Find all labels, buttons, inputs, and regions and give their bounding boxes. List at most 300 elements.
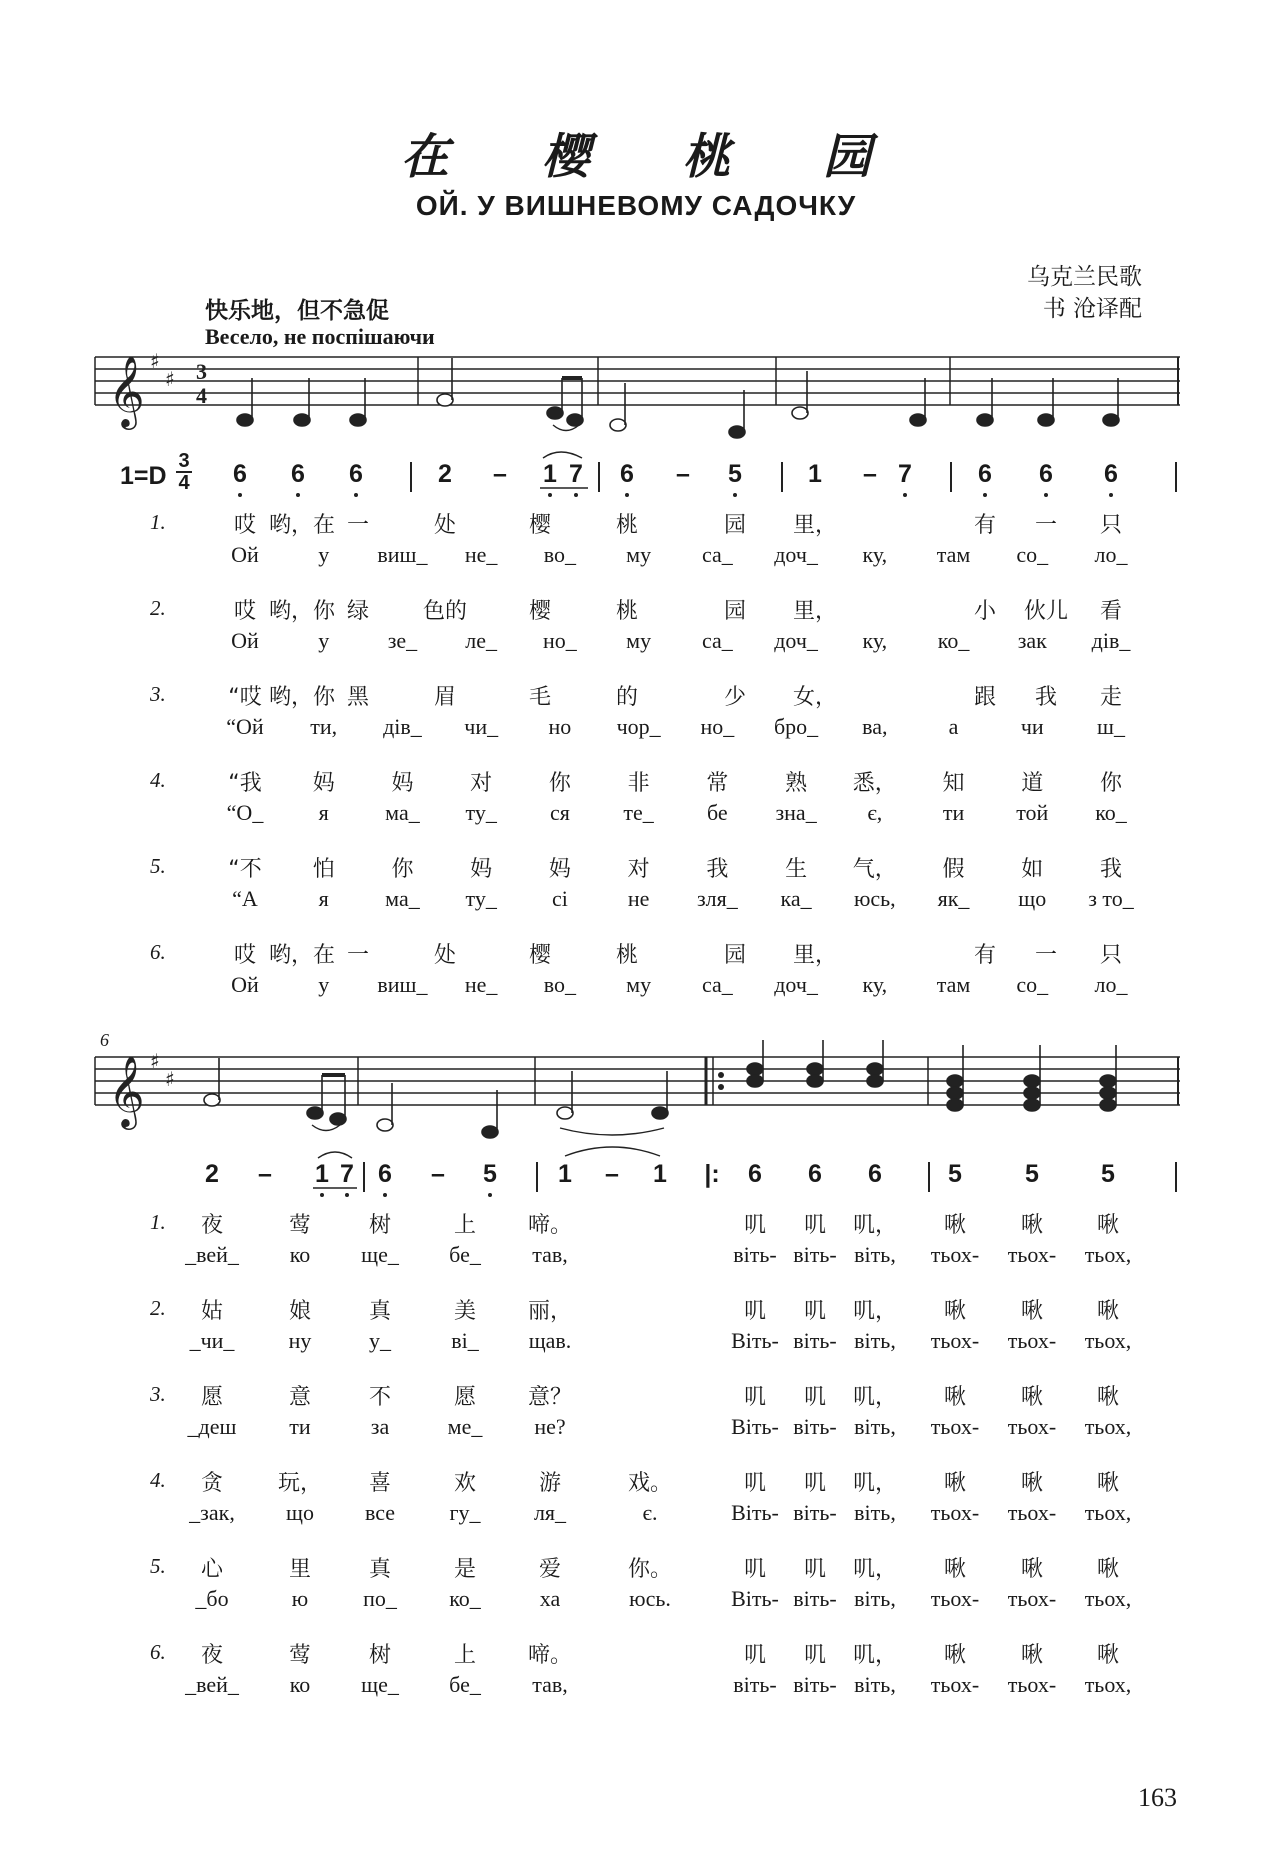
- verse-number: 2.: [150, 1296, 166, 1320]
- repeat-sign: |:: [704, 1160, 720, 1188]
- lyric-syllable: віть,: [854, 1586, 896, 1611]
- bar-line: [781, 462, 783, 492]
- lyric-syllable: 樱: [528, 513, 552, 538]
- lyric-syllable: 园: [723, 513, 747, 538]
- lyric-syllable: що: [1018, 886, 1047, 911]
- lyrics-ru-verse-5: [0, 886, 1272, 916]
- lyric-syllable: “哎: [228, 685, 262, 710]
- lyric-syllable: 处: [433, 943, 457, 968]
- lyric-syllable: ха: [539, 1586, 561, 1611]
- lyric-syllable: що: [286, 1500, 314, 1525]
- lyrics-ru-verse-6: [0, 972, 1272, 1002]
- lyric-syllable: зак: [1017, 628, 1047, 653]
- lyric-syllable: 哟，在: [268, 943, 336, 968]
- jianpu-note: 7: [898, 460, 912, 488]
- jianpu-note: 6: [349, 460, 363, 488]
- lyric-syllable: сі: [551, 886, 568, 911]
- lyric-syllable: бе_: [449, 1242, 481, 1267]
- lyric-syllable: як_: [937, 886, 970, 911]
- lyric-syllable: доч_: [774, 542, 818, 567]
- lyric-syllable: 啼。: [527, 1213, 573, 1238]
- lyric-syllable: 熟: [785, 771, 808, 796]
- lyric-syllable: 爱: [538, 1557, 562, 1582]
- lyric-syllable: 哎: [233, 943, 257, 968]
- lyric-syllable: з то_: [1088, 886, 1134, 911]
- lyric-syllable: бе: [707, 800, 728, 825]
- lyrics-cn-verse-3: [0, 1380, 1272, 1410]
- lyric-syllable: тьох,: [1084, 1242, 1132, 1267]
- lyric-syllable: 啾: [1096, 1643, 1120, 1668]
- lyric-syllable: 啾: [1020, 1643, 1044, 1668]
- svg-text:4: 4: [196, 383, 207, 408]
- lyric-syllable: 啾: [943, 1299, 967, 1324]
- lyrics-cn-verse-5: [0, 1552, 1272, 1582]
- jianpu-note: 6: [1039, 460, 1053, 488]
- jianpu-note: 5: [1101, 1160, 1115, 1188]
- lyric-syllable: 桃: [615, 513, 639, 538]
- lyric-syllable: тьох-: [930, 1328, 980, 1353]
- staff-1-timesig: [196, 359, 207, 408]
- jianpu-note: –: [863, 460, 877, 488]
- lyric-syllable: 处: [433, 513, 457, 538]
- svg-text:3: 3: [196, 359, 207, 384]
- lyric-syllable: 伙儿: [1023, 599, 1069, 624]
- lyric-syllable: щав.: [528, 1328, 572, 1353]
- lyric-syllable: 一: [1034, 513, 1058, 538]
- lyric-syllable: 叽: [743, 1557, 767, 1582]
- lyric-syllable: 如: [1021, 857, 1044, 882]
- lyric-syllable: 里，: [792, 513, 838, 538]
- lyric-syllable: 叽: [803, 1299, 827, 1324]
- lyric-syllable: са_: [701, 628, 733, 653]
- lyric-syllable: со_: [1016, 972, 1049, 997]
- lyric-syllable: ш_: [1097, 714, 1125, 739]
- lyric-syllable: 色的: [422, 599, 468, 624]
- jianpu-note: 6: [620, 460, 634, 488]
- lyric-syllable: 啾: [1020, 1385, 1044, 1410]
- lyric-syllable: ко: [289, 1672, 311, 1697]
- verse-number: 6.: [150, 1640, 166, 1664]
- lyric-syllable: 樱: [528, 599, 552, 624]
- lyric-syllable: 你: [548, 771, 571, 796]
- jianpu-note: –: [258, 1160, 272, 1188]
- lyric-syllable: 对: [470, 771, 493, 796]
- lyric-syllable: Ой: [231, 972, 259, 997]
- lyric-syllable: є,: [867, 800, 883, 825]
- lyric-syllable: ся: [549, 800, 570, 825]
- lyric-syllable: 啾: [943, 1643, 967, 1668]
- staff-1-clef: [108, 354, 145, 430]
- lyric-syllable: я: [318, 800, 329, 825]
- lyric-syllable: _деш: [187, 1414, 237, 1439]
- lyric-syllable: віть-: [733, 1672, 777, 1697]
- jianpu-note: 2: [205, 1160, 219, 1188]
- lyric-syllable: 叽: [803, 1557, 827, 1582]
- jianpu-note: 5: [948, 1160, 962, 1188]
- lyric-syllable: 桃: [615, 599, 639, 624]
- lyric-syllable: 叽，: [852, 1385, 898, 1410]
- lyrics-ru-verse-2: [0, 1328, 1272, 1358]
- lyrics-cn-verse-5: [0, 852, 1272, 882]
- lyric-syllable: 哟，你: [268, 685, 336, 710]
- lyric-syllable: 啾: [1096, 1385, 1120, 1410]
- lyric-syllable: ко_: [937, 628, 970, 653]
- jianpu-note: 1: [315, 1160, 329, 1188]
- jianpu-note: 6: [978, 460, 992, 488]
- lyric-syllable: бе_: [449, 1672, 481, 1697]
- lyric-syllable: ще_: [361, 1242, 399, 1267]
- lyric-syllable: віть-: [793, 1242, 837, 1267]
- lyric-syllable: 不: [368, 1385, 392, 1410]
- lyrics-cn-verse-4: [0, 1466, 1272, 1496]
- lyric-syllable: 真: [368, 1299, 392, 1324]
- lyric-syllable: 里，: [792, 943, 838, 968]
- time-sig-bottom: 4: [178, 472, 190, 494]
- lyric-syllable: 夜: [200, 1213, 224, 1238]
- lyric-syllable: 园: [723, 943, 747, 968]
- lyric-syllable: ле_: [465, 628, 498, 653]
- lyric-syllable: ло_: [1094, 972, 1128, 997]
- lyric-syllable: 叽，: [852, 1643, 898, 1668]
- lyric-syllable: не_: [464, 972, 498, 997]
- lyric-syllable: тьох-: [1007, 1242, 1057, 1267]
- lyric-syllable: чор_: [616, 714, 661, 739]
- lyric-syllable: 欢: [453, 1471, 477, 1496]
- lyric-syllable: но: [548, 714, 572, 739]
- lyric-syllable: віть,: [854, 1328, 896, 1353]
- jianpu-note: 6: [233, 460, 247, 488]
- lyric-syllable: я: [318, 886, 329, 911]
- lyric-syllable: 一: [346, 513, 370, 538]
- lyric-syllable: му: [626, 972, 652, 997]
- lyrics-cn-verse-6: [0, 938, 1272, 968]
- lyric-syllable: 小: [973, 599, 997, 624]
- lyrics-ru-verse-4: [0, 1500, 1272, 1530]
- jianpu-note: 1: [808, 460, 822, 488]
- jianpu-note: –: [493, 460, 507, 488]
- lyric-syllable: 假: [942, 857, 965, 882]
- lyric-syllable: 叽: [803, 1213, 827, 1238]
- lyrics-cn-verse-2: [0, 594, 1272, 624]
- jianpu-line-1: [0, 460, 1272, 500]
- verse-number: 2.: [150, 596, 166, 620]
- lyric-syllable: дів_: [1091, 628, 1131, 653]
- verse-number: 4.: [150, 768, 166, 792]
- lyrics-ru-verse-3: [0, 1414, 1272, 1444]
- lyric-syllable: 只: [1099, 513, 1123, 538]
- lyric-syllable: “我: [228, 771, 262, 796]
- lyric-syllable: 哟，你: [268, 599, 336, 624]
- lyric-syllable: віть,: [854, 1242, 896, 1267]
- lyric-syllable: 妈: [312, 771, 335, 796]
- lyric-syllable: ту_: [465, 800, 497, 825]
- tempo-cn: 快乐地，但不急促: [205, 298, 389, 324]
- jianpu-note: 6: [378, 1160, 392, 1188]
- lyric-syllable: 啼。: [527, 1643, 573, 1668]
- staff-2: [95, 1057, 1180, 1105]
- lyric-syllable: 叽，: [852, 1557, 898, 1582]
- lyric-syllable: тьох,: [1084, 1414, 1132, 1439]
- jianpu-note: 6: [868, 1160, 882, 1188]
- jianpu-note: 5: [1025, 1160, 1039, 1188]
- lyric-syllable: 有: [973, 513, 997, 538]
- jianpu-note: –: [605, 1160, 619, 1188]
- lyric-syllable: 真: [368, 1557, 392, 1582]
- lyric-syllable: 莺: [288, 1643, 312, 1668]
- verse-number: 1.: [150, 1210, 166, 1234]
- lyric-syllable: му: [626, 542, 652, 567]
- lyric-syllable: _бо: [195, 1586, 229, 1611]
- lyric-syllable: ти: [289, 1414, 311, 1439]
- lyric-syllable: чи: [1020, 714, 1044, 739]
- lyric-syllable: Віть-: [731, 1328, 779, 1353]
- lyric-syllable: виш_: [377, 542, 428, 567]
- lyric-syllable: тьох-: [930, 1242, 980, 1267]
- lyric-syllable: 叽: [743, 1299, 767, 1324]
- lyric-syllable: виш_: [377, 972, 428, 997]
- lyric-syllable: ві_: [451, 1328, 479, 1353]
- lyrics-cn-verse-1: [0, 1208, 1272, 1238]
- lyric-syllable: 啾: [1020, 1471, 1044, 1496]
- lyric-syllable: віть,: [854, 1500, 896, 1525]
- lyric-syllable: доч_: [774, 972, 818, 997]
- lyric-syllable: 叽，: [852, 1299, 898, 1324]
- lyrics-ru-verse-6: [0, 1672, 1272, 1702]
- lyric-syllable: гу_: [449, 1500, 481, 1525]
- lyric-syllable: по_: [363, 1586, 397, 1611]
- lyric-syllable: 一: [346, 943, 370, 968]
- lyric-syllable: _вей_: [185, 1242, 239, 1267]
- lyric-syllable: 生: [785, 857, 808, 882]
- lyric-syllable: зе_: [387, 628, 418, 653]
- lyric-syllable: 叽: [743, 1643, 767, 1668]
- lyric-syllable: ти: [942, 800, 965, 825]
- lyric-syllable: _вей_: [185, 1672, 239, 1697]
- lyric-syllable: 叽: [803, 1643, 827, 1668]
- jianpu-note: 7: [569, 460, 583, 488]
- treble-clef-icon: 𝄞: [108, 354, 145, 427]
- lyric-syllable: 夜: [200, 1643, 224, 1668]
- lyric-syllable: 里: [288, 1557, 312, 1582]
- lyric-syllable: 毛: [528, 685, 552, 710]
- lyric-syllable: 里，: [792, 599, 838, 624]
- lyrics-cn-verse-1: [0, 508, 1272, 538]
- lyric-syllable: юсь,: [853, 886, 896, 911]
- lyric-syllable: 啾: [1020, 1557, 1044, 1582]
- page-number: 163: [1138, 1783, 1177, 1812]
- lyric-syllable: 哎: [233, 599, 257, 624]
- lyric-syllable: все: [364, 1500, 396, 1525]
- lyric-syllable: ку,: [862, 628, 888, 653]
- lyric-syllable: ва,: [862, 714, 888, 739]
- lyric-syllable: “О_: [226, 800, 264, 825]
- lyric-syllable: 哟，在: [268, 513, 336, 538]
- svg-text:♯: ♯: [150, 1049, 160, 1073]
- lyric-syllable: во_: [543, 542, 577, 567]
- lyric-syllable: юсь.: [629, 1586, 671, 1611]
- lyric-syllable: 贪: [200, 1471, 224, 1496]
- bar-line: [410, 462, 412, 492]
- lyric-syllable: Ой: [231, 542, 259, 567]
- lyric-syllable: но_: [543, 628, 577, 653]
- jianpu-note: 1: [653, 1160, 667, 1188]
- lyric-syllable: 有: [973, 943, 997, 968]
- jianpu-note: 6: [808, 1160, 822, 1188]
- lyric-syllable: ту_: [465, 886, 497, 911]
- lyric-syllable: 叽: [803, 1385, 827, 1410]
- lyric-syllable: 你: [1099, 771, 1123, 796]
- staff-2-notes: [204, 1040, 1116, 1138]
- lyric-syllable: 啾: [1020, 1299, 1044, 1324]
- lyric-syllable: 非: [627, 771, 650, 796]
- lyric-syllable: 叽: [743, 1385, 767, 1410]
- lyric-syllable: ще_: [361, 1672, 399, 1697]
- lyric-syllable: 娘: [288, 1299, 312, 1324]
- lyric-syllable: тьох,: [1084, 1586, 1132, 1611]
- lyric-syllable: 叽，: [852, 1471, 898, 1496]
- lyric-syllable: со_: [1016, 542, 1049, 567]
- lyric-syllable: 啾: [943, 1471, 967, 1496]
- song-title: 在 樱 桃 园: [400, 129, 910, 185]
- lyric-syllable: “Ой: [226, 714, 264, 739]
- verse-number: 1.: [150, 510, 166, 534]
- key-signature: 1=D: [120, 462, 167, 490]
- lyric-syllable: “不: [228, 857, 262, 882]
- lyric-syllable: чи_: [464, 714, 499, 739]
- lyric-syllable: віть-: [793, 1500, 837, 1525]
- lyric-syllable: є.: [642, 1500, 658, 1525]
- lyric-syllable: віть-: [733, 1242, 777, 1267]
- jianpu-note: 6: [1104, 460, 1118, 488]
- lyric-syllable: там: [936, 972, 971, 997]
- lyric-syllable: 啾: [1096, 1557, 1120, 1582]
- lyric-syllable: тьох-: [930, 1586, 980, 1611]
- verse-number: 3.: [150, 682, 166, 706]
- lyric-syllable: 树: [368, 1643, 392, 1668]
- bar-line: [1175, 1162, 1177, 1192]
- lyric-syllable: тьох-: [930, 1500, 980, 1525]
- lyrics-cn-verse-6: [0, 1638, 1272, 1668]
- lyric-syllable: 我: [1099, 857, 1123, 882]
- lyric-syllable: 啾: [943, 1385, 967, 1410]
- lyric-syllable: 看: [1099, 599, 1123, 624]
- lyric-syllable: 啾: [943, 1557, 967, 1582]
- lyric-syllable: 你: [391, 857, 414, 882]
- jianpu-note: 7: [340, 1160, 354, 1188]
- lyric-syllable: во_: [543, 972, 577, 997]
- lyric-syllable: там: [936, 542, 971, 567]
- svg-text:♯: ♯: [165, 367, 175, 391]
- lyric-syllable: 气，: [852, 857, 897, 882]
- lyric-syllable: тьох,: [1084, 1672, 1132, 1697]
- tempo-ru: Весело, не поспішаючи: [205, 324, 435, 349]
- verse-number: 5.: [150, 1554, 166, 1578]
- lyrics-cn-verse-3: [0, 680, 1272, 710]
- svg-text:♯: ♯: [165, 1067, 175, 1091]
- lyric-syllable: ля_: [533, 1500, 567, 1525]
- verse-number: 6.: [150, 940, 166, 964]
- lyric-syllable: 桃: [615, 943, 639, 968]
- lyric-syllable: са_: [701, 542, 733, 567]
- lyrics-ru-verse-5: [0, 1586, 1272, 1616]
- lyric-syllable: “А: [232, 886, 258, 911]
- lyric-syllable: ко_: [1095, 800, 1127, 825]
- lyric-syllable: 只: [1099, 943, 1123, 968]
- jianpu-note: 5: [728, 460, 742, 488]
- jianpu-note: 6: [291, 460, 305, 488]
- lyric-syllable: 心: [200, 1557, 224, 1582]
- lyric-syllable: віть-: [793, 1328, 837, 1353]
- lyric-syllable: ку,: [862, 972, 888, 997]
- lyric-syllable: 愿: [453, 1385, 477, 1410]
- lyric-syllable: 啾: [1096, 1299, 1120, 1324]
- bar-line: [928, 1162, 930, 1192]
- lyric-syllable: тьох,: [1084, 1500, 1132, 1525]
- lyric-syllable: 啾: [1020, 1213, 1044, 1238]
- svg-text:♯: ♯: [150, 349, 160, 373]
- lyric-syllable: 意？: [527, 1385, 573, 1410]
- lyric-syllable: ка_: [780, 886, 812, 911]
- lyric-syllable: бро_: [773, 714, 819, 739]
- lyric-syllable: у: [318, 542, 330, 567]
- lyric-syllable: 妈: [548, 857, 571, 882]
- jianpu-note: 6: [748, 1160, 762, 1188]
- lyric-syllable: тьох-: [1007, 1414, 1057, 1439]
- bar-line: [598, 462, 600, 492]
- lyric-syllable: не_: [464, 542, 498, 567]
- lyric-syllable: 上: [453, 1643, 477, 1668]
- bar-line: [1175, 462, 1177, 492]
- lyric-syllable: той: [1016, 800, 1049, 825]
- lyric-syllable: 的: [615, 685, 639, 710]
- lyrics-ru-verse-2: [0, 628, 1272, 658]
- jianpu-note: 1: [558, 1160, 572, 1188]
- lyric-syllable: 啾: [1096, 1471, 1120, 1496]
- lyric-syllable: 黑: [346, 685, 370, 710]
- lyric-syllable: 对: [627, 857, 650, 882]
- lyric-syllable: тьох-: [930, 1414, 980, 1439]
- lyric-syllable: доч_: [774, 628, 818, 653]
- lyric-syllable: 玩，: [277, 1471, 323, 1496]
- lyric-syllable: 绿: [346, 599, 370, 624]
- lyric-syllable: 叽: [803, 1471, 827, 1496]
- lyric-syllable: 树: [368, 1213, 392, 1238]
- lyric-syllable: 知: [942, 771, 965, 796]
- jianpu-note: 1: [543, 460, 557, 488]
- verse-number: 5.: [150, 854, 166, 878]
- lyric-syllable: 意: [288, 1385, 312, 1410]
- lyric-syllable: тав,: [532, 1242, 568, 1267]
- lyric-syllable: 道: [1021, 771, 1044, 796]
- lyric-syllable: тьох-: [1007, 1500, 1057, 1525]
- lyrics-ru-verse-3: [0, 714, 1272, 744]
- staff-1-keysig: [150, 349, 175, 391]
- lyric-syllable: тьох-: [1007, 1328, 1057, 1353]
- lyric-syllable: 怕: [312, 857, 335, 882]
- lyrics-cn-verse-2: [0, 1294, 1272, 1324]
- lyric-syllable: _зак,: [189, 1500, 235, 1525]
- lyric-syllable: Віть-: [731, 1586, 779, 1611]
- lyric-syllable: тьох-: [930, 1672, 980, 1697]
- lyric-syllable: ти,: [310, 714, 338, 739]
- lyric-syllable: ма_: [385, 886, 420, 911]
- jianpu-line-2: [0, 1160, 1272, 1200]
- song-subtitle: ОЙ. У ВИШНЕВОМУ САДОЧКУ: [415, 190, 857, 221]
- lyric-syllable: 你。: [627, 1557, 673, 1582]
- bar-line: [363, 1162, 365, 1192]
- lyric-syllable: 女，: [792, 685, 838, 710]
- bar-line: [536, 1162, 538, 1192]
